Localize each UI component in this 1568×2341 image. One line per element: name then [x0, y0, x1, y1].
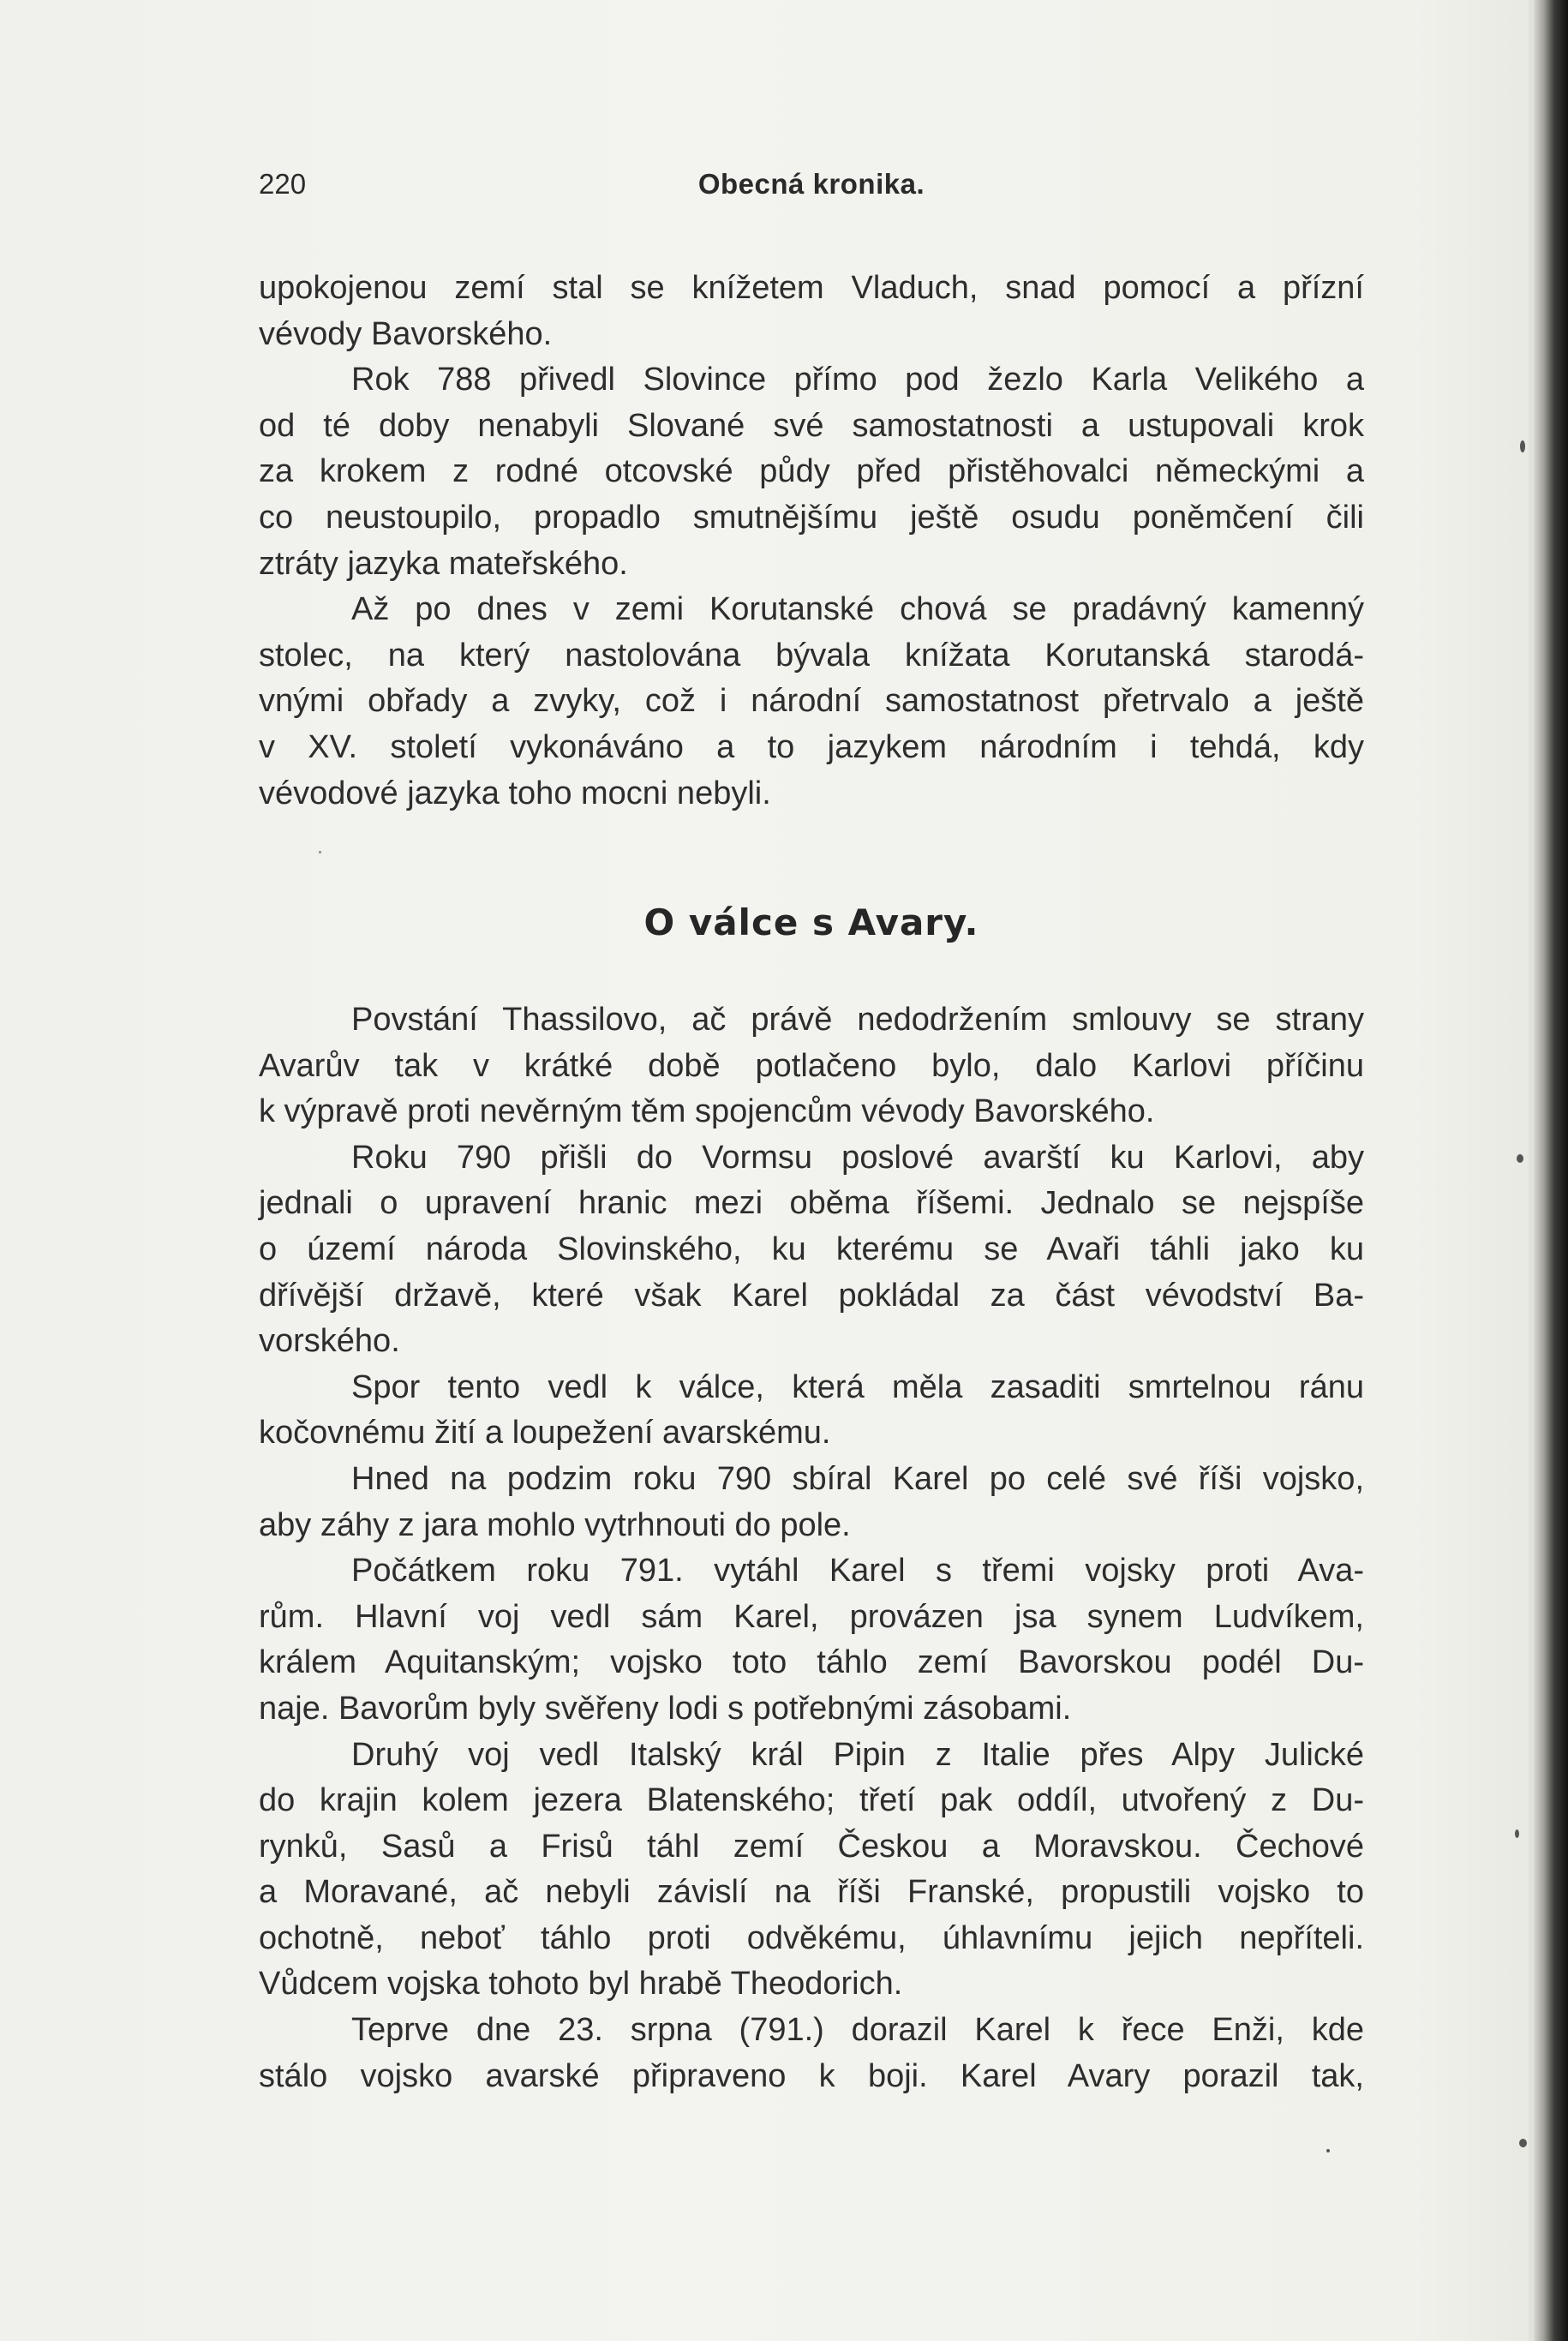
text-line: Vůdcem vojska tohoto byl hrabě Theodorich.	[259, 1966, 903, 2003]
text-line: Roku 790 přišli do Vormsu poslové avarští ku Karlovi, aby	[351, 1139, 1364, 1176]
text-line: vnými obřady a zvyky, což i národní samostatnost přetrvalo a ještě	[259, 683, 1364, 720]
text-block-intro	[259, 266, 1364, 817]
text-line: Teprve dne 23. srpna (791.) dorazil Karel k řece Enži, kde	[351, 2012, 1364, 2049]
text-line: v XV. století vykonáváno a to jazykem národním i tehdá, kdy	[259, 728, 1364, 765]
text-line: rynků, Sasů a Frisů táhl zemí Českou a Moravskou. Čechové	[259, 1828, 1364, 1865]
text-line: upokojenou zemí stal se knížetem Vladuch, snad pomocí a přízní	[259, 270, 1364, 306]
text-line: stálo vojsko avarské připraveno k boji. Karel Avary porazil tak,	[259, 2057, 1364, 2094]
section-heading: O válce s Avary.	[643, 901, 979, 943]
text-line: a Moravané, ač nebyli závislí na říši Franské, propustili vojsko to	[259, 1874, 1364, 1911]
text-line: o území národa Slovinského, ku kterému se Avaři táhli jako ku	[259, 1230, 1364, 1267]
text-line: Druhý voj vedl Italský král Pipin z Italie přes Alpy Julické	[351, 1736, 1364, 1773]
text-line: kočovnému žití a loupežení avarskému.	[259, 1415, 831, 1452]
text-line: Hned na podzim roku 790 sbíral Karel po celé své říši vojsko,	[351, 1460, 1364, 1497]
text-line: Spor tento vedl k válce, která měla zasaditi smrtelnou ránu	[351, 1368, 1364, 1405]
print-speck	[1519, 2139, 1527, 2147]
print-speck	[1326, 2149, 1330, 2152]
text-line: k výpravě proti nevěrným těm spojencům vévody Bavorského.	[259, 1093, 1155, 1130]
print-speck	[1517, 1154, 1523, 1163]
text-line: vévodové jazyka toho mocni nebyli.	[259, 775, 771, 811]
text-line: ztráty jazyka mateřského.	[259, 545, 628, 582]
text-line: naje. Bavorům byly svěřeny lodi s potřebnými zásobami.	[259, 1690, 1072, 1727]
text-block-avar-war	[259, 997, 1364, 2099]
text-line: za krokem z rodné otcovské půdy před přistěhovalci německými a	[259, 453, 1364, 490]
text-line: králem Aquitanským; vojsko toto táhlo zemí Bavorskou podél Du-	[259, 1644, 1364, 1681]
text-line: Rok 788 přivedl Slovince přímo pod žezlo Karla Velikého a	[351, 362, 1364, 398]
text-line: dřívější državě, které však Karel pokládal za část vévodství Ba-	[259, 1277, 1364, 1314]
print-speck	[1520, 440, 1525, 452]
text-line: stolec, na který nastolována bývala knížata Korutanská starodá-	[259, 637, 1364, 674]
book-spine	[1534, 0, 1568, 2341]
text-line: vévody Bavorského.	[259, 315, 553, 352]
text-line: Povstání Thassilovo, ač právě nedodržením smlouvy se strany	[351, 1002, 1364, 1038]
text-line: Počátkem roku 791. vytáhl Karel s třemi vojsky proti Ava-	[351, 1553, 1364, 1590]
text-line: ochotně, neboť táhlo proti odvěkému, úhlavnímu jejich nepříteli.	[259, 1919, 1364, 1956]
text-line: rům. Hlavní voj vedl sám Karel, provázen jsa synem Ludvíkem,	[259, 1598, 1364, 1635]
page-number: 220	[259, 168, 307, 200]
text-line: vorského.	[259, 1323, 400, 1360]
text-line: do krajin kolem jezera Blatenského; třetí pak oddíl, utvořený z Du-	[259, 1782, 1364, 1819]
page-header	[259, 168, 1364, 213]
text-line: Až po dnes v zemi Korutanské chová se pradávný kamenný	[351, 591, 1364, 628]
print-speck	[1515, 1829, 1519, 1838]
text-line: co neustoupilo, propadlo smutnějšímu ještě osudu poněmčení čili	[259, 499, 1364, 536]
running-title: Obecná kronika.	[697, 168, 925, 200]
text-line: jednali o upravení hranic mezi oběma říšemi. Jednalo se nejspíše	[259, 1185, 1364, 1222]
print-speck	[319, 851, 321, 853]
text-line: od té doby nenabyli Slované své samostatnosti a ustupovali krok	[259, 407, 1364, 444]
text-line: Avarův tak v krátké době potlačeno bylo, dalo Karlovi příčinu	[259, 1047, 1364, 1084]
text-line: aby záhy z jara mohlo vytrhnouti do pole.	[259, 1506, 851, 1543]
